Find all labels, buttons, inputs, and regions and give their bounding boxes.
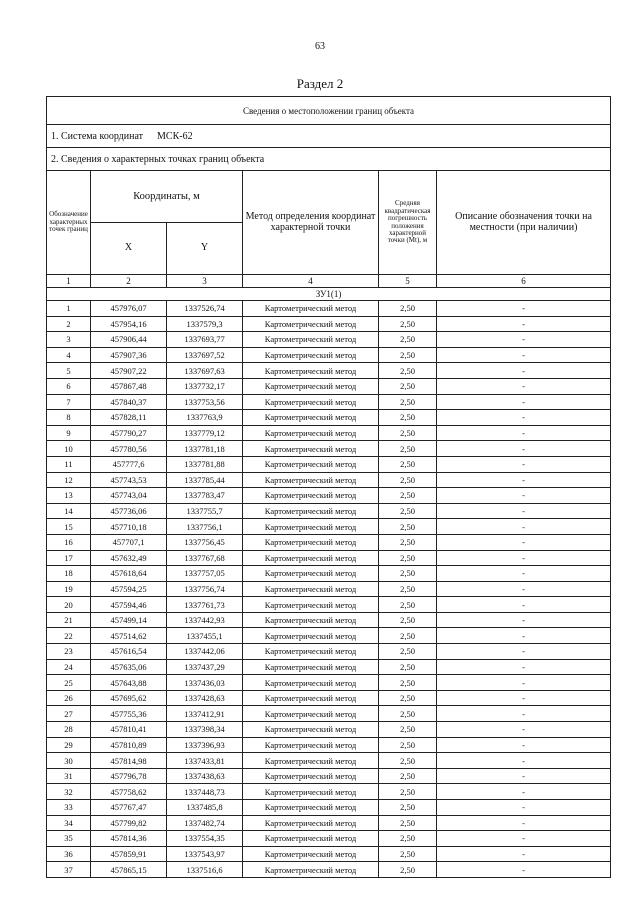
point-number-cell: 19	[47, 581, 91, 597]
point-number-cell: 32	[47, 784, 91, 800]
table-row	[47, 659, 611, 675]
point-number-cell: 22	[47, 628, 91, 644]
point-number-cell: 3	[47, 332, 91, 348]
point-number-cell: 18	[47, 566, 91, 582]
accuracy-cell: 2,50	[379, 503, 437, 519]
y-coordinate-cell: 1337756,1	[167, 519, 243, 535]
y-coordinate-cell: 1337448,73	[167, 784, 243, 800]
method-cell: Картометрический метод	[243, 472, 379, 488]
x-coordinate-cell: 457616,54	[91, 644, 167, 660]
accuracy-cell: 2,50	[379, 363, 437, 379]
table-row	[47, 332, 611, 348]
x-coordinate-cell: 457799,82	[91, 815, 167, 831]
description-cell: -	[437, 394, 611, 410]
method-cell: Картометрический метод	[243, 800, 379, 816]
method-cell: Картометрический метод	[243, 706, 379, 722]
x-coordinate-cell: 457618,64	[91, 566, 167, 582]
description-cell: -	[437, 659, 611, 675]
x-coordinate-cell: 457767,47	[91, 800, 167, 816]
description-cell: -	[437, 488, 611, 504]
description-cell: -	[437, 519, 611, 535]
page-number: 63	[315, 41, 325, 52]
header-point-designation: Обозначение характерных точек границ	[47, 171, 91, 275]
table-row	[47, 706, 611, 722]
description-cell: -	[437, 581, 611, 597]
y-coordinate-cell: 1337732,17	[167, 378, 243, 394]
accuracy-cell: 2,50	[379, 519, 437, 535]
method-cell: Картометрический метод	[243, 363, 379, 379]
point-number-cell: 36	[47, 846, 91, 862]
point-number-cell: 24	[47, 659, 91, 675]
point-number-cell: 7	[47, 394, 91, 410]
table-row	[47, 675, 611, 691]
description-cell: -	[437, 815, 611, 831]
point-number-cell: 37	[47, 862, 91, 878]
description-cell: -	[437, 503, 611, 519]
description-cell: -	[437, 363, 611, 379]
accuracy-cell: 2,50	[379, 301, 437, 317]
x-coordinate-cell: 457810,89	[91, 737, 167, 753]
method-cell: Картометрический метод	[243, 566, 379, 582]
table-row	[47, 581, 611, 597]
point-number-cell: 31	[47, 768, 91, 784]
method-cell: Картометрический метод	[243, 722, 379, 738]
x-coordinate-cell: 457976,07	[91, 301, 167, 317]
column-number: 1	[47, 275, 91, 288]
point-number-cell: 10	[47, 441, 91, 457]
point-number-cell: 14	[47, 503, 91, 519]
header-y: Y	[167, 223, 243, 275]
accuracy-cell: 2,50	[379, 456, 437, 472]
x-coordinate-cell: 457643,88	[91, 675, 167, 691]
y-coordinate-cell: 1337579,3	[167, 316, 243, 332]
x-coordinate-cell: 457758,62	[91, 784, 167, 800]
point-number-cell: 6	[47, 378, 91, 394]
description-cell: -	[437, 332, 611, 348]
table-row	[47, 488, 611, 504]
table-row	[47, 753, 611, 769]
y-coordinate-cell: 1337438,63	[167, 768, 243, 784]
description-cell: -	[437, 690, 611, 706]
y-coordinate-cell: 1337437,29	[167, 659, 243, 675]
table-row	[47, 456, 611, 472]
y-coordinate-cell: 1337442,06	[167, 644, 243, 660]
y-coordinate-cell: 1337763,9	[167, 410, 243, 426]
method-cell: Картометрический метод	[243, 846, 379, 862]
description-cell: -	[437, 316, 611, 332]
y-coordinate-cell: 1337767,68	[167, 550, 243, 566]
x-coordinate-cell: 457810,41	[91, 722, 167, 738]
method-cell: Картометрический метод	[243, 410, 379, 426]
accuracy-cell: 2,50	[379, 628, 437, 644]
x-coordinate-cell: 457796,78	[91, 768, 167, 784]
description-cell: -	[437, 706, 611, 722]
table-row	[47, 550, 611, 566]
x-coordinate-cell: 457828,11	[91, 410, 167, 426]
method-cell: Картометрический метод	[243, 597, 379, 613]
x-coordinate-cell: 457814,36	[91, 831, 167, 847]
y-coordinate-cell: 1337554,35	[167, 831, 243, 847]
accuracy-cell: 2,50	[379, 815, 437, 831]
method-cell: Картометрический метод	[243, 519, 379, 535]
method-cell: Картометрический метод	[243, 737, 379, 753]
description-cell: -	[437, 862, 611, 878]
method-cell: Картометрический метод	[243, 612, 379, 628]
x-coordinate-cell: 457755,36	[91, 706, 167, 722]
y-coordinate-cell: 1337398,34	[167, 722, 243, 738]
y-coordinate-cell: 1337436,03	[167, 675, 243, 691]
table-row	[47, 612, 611, 628]
x-coordinate-cell: 457777,6	[91, 456, 167, 472]
section-title: Раздел 2	[296, 76, 344, 91]
accuracy-cell: 2,50	[379, 332, 437, 348]
column-number: 4	[243, 275, 379, 288]
y-coordinate-cell: 1337433,81	[167, 753, 243, 769]
y-coordinate-cell: 1337753,56	[167, 394, 243, 410]
method-cell: Картометрический метод	[243, 301, 379, 317]
table-row	[47, 316, 611, 332]
accuracy-cell: 2,50	[379, 862, 437, 878]
point-number-cell: 21	[47, 612, 91, 628]
header-description: Описание обозначения точки на местности (при наличии)	[437, 171, 611, 275]
table-row	[47, 347, 611, 363]
column-number: 6	[437, 275, 611, 288]
y-coordinate-cell: 1337485,8	[167, 800, 243, 816]
accuracy-cell: 2,50	[379, 378, 437, 394]
description-cell: -	[437, 534, 611, 550]
accuracy-cell: 2,50	[379, 644, 437, 660]
method-cell: Картометрический метод	[243, 488, 379, 504]
method-cell: Картометрический метод	[243, 659, 379, 675]
point-number-cell: 20	[47, 597, 91, 613]
y-coordinate-cell: 1337543,97	[167, 846, 243, 862]
point-number-cell: 9	[47, 425, 91, 441]
x-coordinate-cell: 457743,04	[91, 488, 167, 504]
accuracy-cell: 2,50	[379, 316, 437, 332]
accuracy-cell: 2,50	[379, 410, 437, 426]
method-cell: Картометрический метод	[243, 644, 379, 660]
x-coordinate-cell: 457814,98	[91, 753, 167, 769]
table-row	[47, 503, 611, 519]
point-number-cell: 34	[47, 815, 91, 831]
method-cell: Картометрический метод	[243, 425, 379, 441]
accuracy-cell: 2,50	[379, 441, 437, 457]
method-cell: Картометрический метод	[243, 534, 379, 550]
description-cell: -	[437, 628, 611, 644]
header-x: X	[91, 223, 167, 275]
description-cell: -	[437, 768, 611, 784]
y-coordinate-cell: 1337412,91	[167, 706, 243, 722]
table-row	[47, 410, 611, 426]
x-coordinate-cell: 457499,14	[91, 612, 167, 628]
accuracy-cell: 2,50	[379, 550, 437, 566]
table-row	[47, 394, 611, 410]
boundary-table	[46, 96, 611, 878]
x-coordinate-cell: 457514,62	[91, 628, 167, 644]
header-method: Метод определения координат характерной точки	[243, 171, 379, 275]
description-cell: -	[437, 410, 611, 426]
accuracy-cell: 2,50	[379, 706, 437, 722]
y-coordinate-cell: 1337755,7	[167, 503, 243, 519]
table-row	[47, 690, 611, 706]
y-coordinate-cell: 1337785,44	[167, 472, 243, 488]
y-coordinate-cell: 1337756,74	[167, 581, 243, 597]
x-coordinate-cell: 457907,36	[91, 347, 167, 363]
coord-system-label: 1. Система координат	[51, 130, 144, 142]
accuracy-cell: 2,50	[379, 488, 437, 504]
x-coordinate-cell: 457707,1	[91, 534, 167, 550]
accuracy-cell: 2,50	[379, 846, 437, 862]
x-coordinate-cell: 457743,53	[91, 472, 167, 488]
y-coordinate-cell: 1337693,77	[167, 332, 243, 348]
y-coordinate-cell: 1337697,52	[167, 347, 243, 363]
x-coordinate-cell: 457906,44	[91, 332, 167, 348]
description-cell: -	[437, 753, 611, 769]
description-cell: -	[437, 737, 611, 753]
method-cell: Картометрический метод	[243, 784, 379, 800]
y-coordinate-cell: 1337779,12	[167, 425, 243, 441]
method-cell: Картометрический метод	[243, 347, 379, 363]
y-coordinate-cell: 1337761,73	[167, 597, 243, 613]
description-cell: -	[437, 347, 611, 363]
y-coordinate-cell: 1337756,45	[167, 534, 243, 550]
accuracy-cell: 2,50	[379, 659, 437, 675]
table-row	[47, 597, 611, 613]
method-cell: Картометрический метод	[243, 456, 379, 472]
y-coordinate-cell: 1337428,63	[167, 690, 243, 706]
method-cell: Картометрический метод	[243, 690, 379, 706]
accuracy-cell: 2,50	[379, 675, 437, 691]
point-number-cell: 26	[47, 690, 91, 706]
table-row	[47, 441, 611, 457]
x-coordinate-cell: 457632,49	[91, 550, 167, 566]
column-number: 5	[379, 275, 437, 288]
point-number-cell: 29	[47, 737, 91, 753]
method-cell: Картометрический метод	[243, 753, 379, 769]
description-cell: -	[437, 846, 611, 862]
description-cell: -	[437, 722, 611, 738]
group-label: ЗУ1(1)	[47, 288, 611, 301]
description-cell: -	[437, 644, 611, 660]
point-number-cell: 15	[47, 519, 91, 535]
header-accuracy: Средняя квадратическая погрешность положения характерной точки (Mt), м	[379, 171, 437, 275]
point-number-cell: 5	[47, 363, 91, 379]
y-coordinate-cell: 1337516,6	[167, 862, 243, 878]
accuracy-cell: 2,50	[379, 753, 437, 769]
description-cell: -	[437, 784, 611, 800]
description-cell: -	[437, 456, 611, 472]
method-cell: Картометрический метод	[243, 316, 379, 332]
table-caption: Сведения о местоположении границ объекта	[47, 97, 611, 125]
accuracy-cell: 2,50	[379, 347, 437, 363]
table-row	[47, 722, 611, 738]
point-number-cell: 30	[47, 753, 91, 769]
y-coordinate-cell: 1337781,18	[167, 441, 243, 457]
description-cell: -	[437, 550, 611, 566]
method-cell: Картометрический метод	[243, 581, 379, 597]
description-cell: -	[437, 472, 611, 488]
accuracy-cell: 2,50	[379, 690, 437, 706]
x-coordinate-cell: 457695,62	[91, 690, 167, 706]
description-cell: -	[437, 612, 611, 628]
description-cell: -	[437, 566, 611, 582]
accuracy-cell: 2,50	[379, 394, 437, 410]
accuracy-cell: 2,50	[379, 581, 437, 597]
point-number-cell: 16	[47, 534, 91, 550]
x-coordinate-cell: 457907,22	[91, 363, 167, 379]
description-cell: -	[437, 378, 611, 394]
y-coordinate-cell: 1337783,47	[167, 488, 243, 504]
method-cell: Картометрический метод	[243, 550, 379, 566]
accuracy-cell: 2,50	[379, 597, 437, 613]
table-row	[47, 831, 611, 847]
column-number: 3	[167, 275, 243, 288]
accuracy-cell: 2,50	[379, 612, 437, 628]
column-number: 2	[91, 275, 167, 288]
table-row	[47, 363, 611, 379]
y-coordinate-cell: 1337526,74	[167, 301, 243, 317]
table-row	[47, 301, 611, 317]
y-coordinate-cell: 1337697,63	[167, 363, 243, 379]
x-coordinate-cell: 457859,91	[91, 846, 167, 862]
point-number-cell: 28	[47, 722, 91, 738]
description-cell: -	[437, 301, 611, 317]
method-cell: Картометрический метод	[243, 815, 379, 831]
accuracy-cell: 2,50	[379, 800, 437, 816]
y-coordinate-cell: 1337442,93	[167, 612, 243, 628]
y-coordinate-cell: 1337781,88	[167, 456, 243, 472]
point-number-cell: 12	[47, 472, 91, 488]
coord-system-value: МСК-62	[157, 130, 193, 142]
table-row	[47, 644, 611, 660]
table-row	[47, 519, 611, 535]
table-row	[47, 815, 611, 831]
accuracy-cell: 2,50	[379, 472, 437, 488]
point-number-cell: 23	[47, 644, 91, 660]
x-coordinate-cell: 457840,37	[91, 394, 167, 410]
y-coordinate-cell: 1337396,93	[167, 737, 243, 753]
table-row	[47, 800, 611, 816]
method-cell: Картометрический метод	[243, 378, 379, 394]
description-cell: -	[437, 597, 611, 613]
point-number-cell: 1	[47, 301, 91, 317]
description-cell: -	[437, 675, 611, 691]
y-coordinate-cell: 1337482,74	[167, 815, 243, 831]
point-number-cell: 11	[47, 456, 91, 472]
method-cell: Картометрический метод	[243, 862, 379, 878]
table-row	[47, 472, 611, 488]
description-cell: -	[437, 425, 611, 441]
point-number-cell: 27	[47, 706, 91, 722]
x-coordinate-cell: 457594,25	[91, 581, 167, 597]
method-cell: Картометрический метод	[243, 628, 379, 644]
accuracy-cell: 2,50	[379, 737, 437, 753]
accuracy-cell: 2,50	[379, 831, 437, 847]
point-number-cell: 35	[47, 831, 91, 847]
table-row	[47, 566, 611, 582]
x-coordinate-cell: 457790,27	[91, 425, 167, 441]
method-cell: Картометрический метод	[243, 675, 379, 691]
point-number-cell: 25	[47, 675, 91, 691]
x-coordinate-cell: 457736,06	[91, 503, 167, 519]
accuracy-cell: 2,50	[379, 768, 437, 784]
point-number-cell: 2	[47, 316, 91, 332]
description-cell: -	[437, 831, 611, 847]
table-row	[47, 846, 611, 862]
x-coordinate-cell: 457710,18	[91, 519, 167, 535]
table-row	[47, 425, 611, 441]
method-cell: Картометрический метод	[243, 768, 379, 784]
method-cell: Картометрический метод	[243, 394, 379, 410]
x-coordinate-cell: 457635,06	[91, 659, 167, 675]
accuracy-cell: 2,50	[379, 784, 437, 800]
points-info-row: 2. Сведения о характерных точках границ объекта	[47, 148, 611, 171]
x-coordinate-cell: 457867,48	[91, 378, 167, 394]
accuracy-cell: 2,50	[379, 425, 437, 441]
accuracy-cell: 2,50	[379, 566, 437, 582]
method-cell: Картометрический метод	[243, 441, 379, 457]
table-row	[47, 378, 611, 394]
y-coordinate-cell: 1337757,05	[167, 566, 243, 582]
table-row	[47, 628, 611, 644]
coord-system-row	[47, 125, 611, 148]
method-cell: Картометрический метод	[243, 503, 379, 519]
header-coordinates: Координаты, м	[91, 171, 243, 223]
method-cell: Картометрический метод	[243, 332, 379, 348]
point-number-cell: 33	[47, 800, 91, 816]
accuracy-cell: 2,50	[379, 722, 437, 738]
x-coordinate-cell: 457954,16	[91, 316, 167, 332]
method-cell: Картометрический метод	[243, 831, 379, 847]
x-coordinate-cell: 457594,46	[91, 597, 167, 613]
x-coordinate-cell: 457780,56	[91, 441, 167, 457]
table-row	[47, 768, 611, 784]
point-number-cell: 8	[47, 410, 91, 426]
table-row	[47, 534, 611, 550]
point-number-cell: 13	[47, 488, 91, 504]
accuracy-cell: 2,50	[379, 534, 437, 550]
table-row	[47, 862, 611, 878]
point-number-cell: 17	[47, 550, 91, 566]
description-cell: -	[437, 800, 611, 816]
description-cell: -	[437, 441, 611, 457]
x-coordinate-cell: 457865,15	[91, 862, 167, 878]
y-coordinate-cell: 1337455,1	[167, 628, 243, 644]
table-row	[47, 784, 611, 800]
table-row	[47, 737, 611, 753]
point-number-cell: 4	[47, 347, 91, 363]
